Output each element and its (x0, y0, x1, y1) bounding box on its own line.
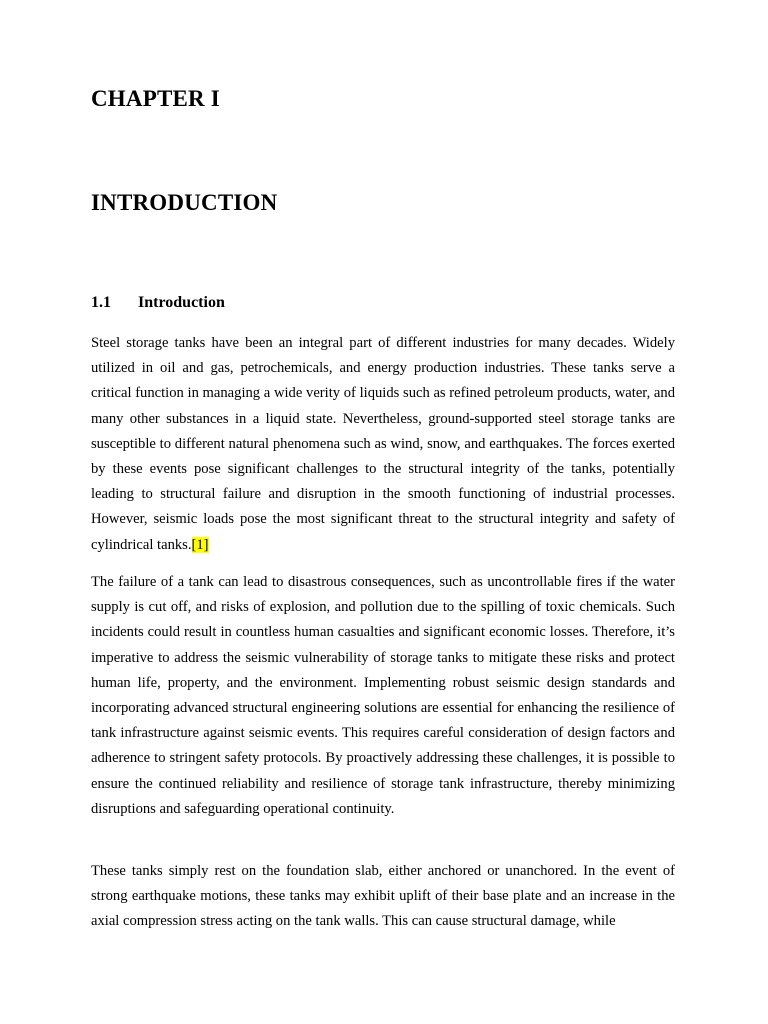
chapter-title: INTRODUCTION (91, 190, 278, 215)
chapter-label: CHAPTER I (91, 86, 220, 111)
paragraph-3: These tanks simply rest on the foundation slab, either anchored or unanchored. In the event of strong earthquake motions, these tanks may exhibit uplift of their base plate and an increase in the axial compression stress acting on the tank walls. This can cause structural damage, while (91, 863, 675, 930)
section-number: 1.1 (91, 294, 111, 311)
paragraph-1-text: Steel storage tanks have been an integral part of different industries for many decades. Widely utilized in oil and gas, petrochemicals, and energy production industries. These tanks serve a critical function in managing a wide verity of liquids such as refined petroleum products, water, and many other substances in a liquid state. Nevertheless, ground-supported steel storage tanks are susceptible to different natural phenomena such as wind, snow, and earthquakes. The forces exerted by these events pose significant challenges to the structural integrity of the tanks, potentially leading to structural failure and disruption in the smooth functioning of industrial processes. However, seismic loads pose the most significant threat to the structural integrity and safety of cylindrical tanks. (91, 335, 675, 553)
section-title: Introduction (138, 294, 225, 311)
section-heading (91, 294, 225, 312)
paragraph-1 (91, 331, 675, 558)
citation-highlight: [1] (191, 536, 209, 553)
paragraph-2: The failure of a tank can lead to disastrous consequences, such as uncontrollable fires if the water supply is cut off, and risks of explosion, and pollution due to the spilling of toxic chemicals. Such incidents could result in countless human casualties and significant economic losses. Therefore, it’s imperative to address the seismic vulnerability of storage tanks to mitigate these risks and protect human life, property, and the environment. Implementing robust seismic design standards and incorporating advanced structural engineering solutions are essential for enhancing the resilience of tank infrastructure against seismic events. This requires careful consideration of design factors and adherence to stringent safety protocols. By proactively addressing these challenges, it is possible to ensure the continued reliability and resilience of storage tank infrastructure, thereby minimizing disruptions and safeguarding operational continuity. (91, 574, 675, 817)
